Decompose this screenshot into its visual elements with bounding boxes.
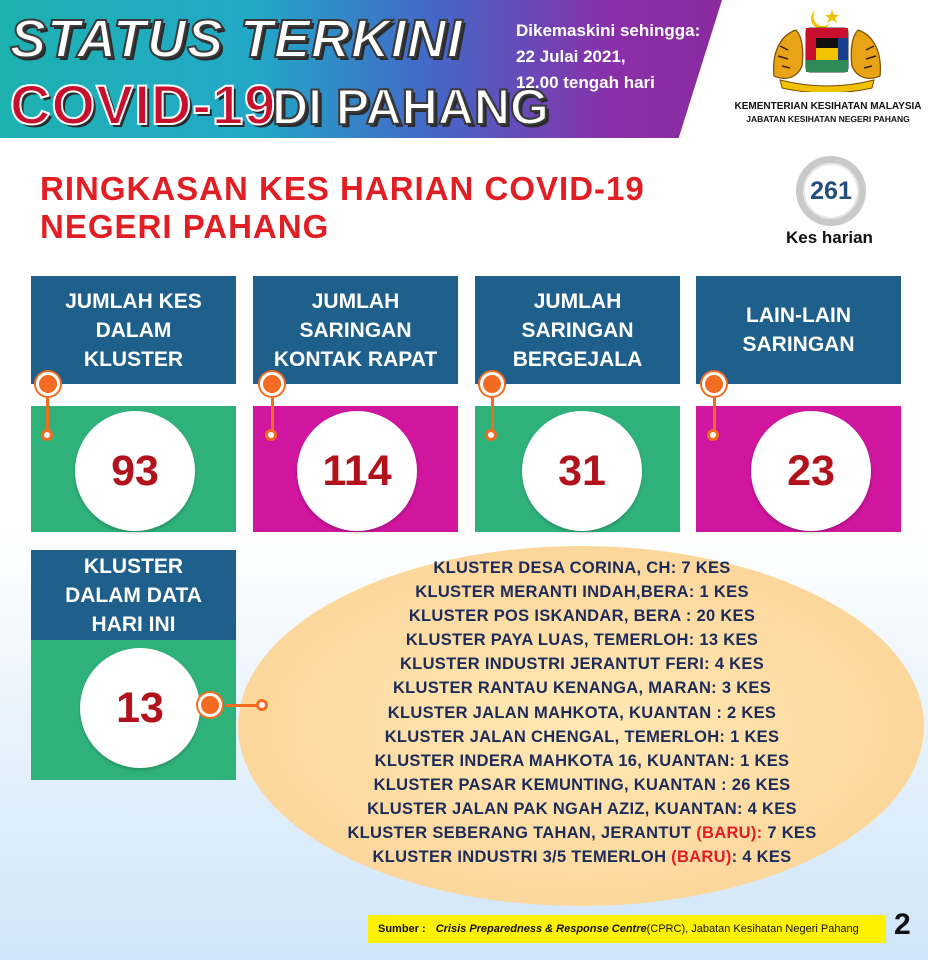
ministry-logo-area <box>728 0 928 138</box>
new-clusters-value: 13 <box>80 648 200 768</box>
cluster-item-text: KLUSTER INDUSTRI 3/5 TEMERLOH <box>372 848 672 867</box>
card-label-line: DALAM <box>95 318 172 342</box>
bubble-connector-knob-icon <box>198 693 222 717</box>
connector-knob-icon <box>480 372 504 396</box>
cluster-item: KLUSTER INDUSTRI JERANTUT FERI: 4 KES <box>399 655 765 674</box>
cluster-cases-value: 93 <box>75 411 195 531</box>
card-label-line: DALAM DATA <box>65 583 202 607</box>
new-cluster-badge: (BARU) <box>671 848 732 867</box>
card-label-line: SARINGAN <box>521 318 634 342</box>
card-label-line: SARINGAN <box>742 333 855 356</box>
card-label-line: KLUSTER <box>83 554 184 578</box>
cluster-item: KLUSTER DESA CORINA, CH: 7 KES <box>433 559 731 577</box>
cluster-item-new <box>262 821 902 845</box>
malaysia-coat-of-arms-icon <box>766 6 888 92</box>
cluster-item: KLUSTER PAYA LUAS, TEMERLOH: 13 KES <box>405 631 759 650</box>
card-label-line: JUMLAH <box>533 289 622 313</box>
daily-cases-circle: 261 <box>796 156 866 226</box>
header <box>0 0 928 138</box>
ministry-name: KEMENTERIAN KESIHATAN MALAYSIA <box>734 101 922 112</box>
cluster-item: KLUSTER JALAN MAHKOTA, KUANTAN : 2 KES <box>387 703 777 722</box>
cluster-item-new <box>262 845 902 869</box>
cluster-item-text: KLUSTER SEBERANG TAHAN, JERANTUT <box>347 824 697 843</box>
department-name: JABATAN KESIHATAN NEGERI PAHANG <box>746 114 910 124</box>
title-di-pahang: DI PAHANG <box>272 79 549 135</box>
card-other-screening-header <box>696 276 901 384</box>
card-label-line: SARINGAN <box>299 318 412 342</box>
heading-line-2: NEGERI PAHANG <box>40 208 330 245</box>
card-label-line: HARI INI <box>91 612 176 636</box>
connector-knob-icon <box>260 372 284 396</box>
title-covid19: COVID-19 <box>10 73 277 136</box>
source-department: (CPRC), Jabatan Kesihatan Negeri Pahang <box>646 923 859 935</box>
card-cluster-cases-header <box>31 276 236 384</box>
cluster-item: KLUSTER POS ISKANDAR, BERA : 20 KES <box>408 607 756 626</box>
card-label-line: JUMLAH KES <box>65 289 202 313</box>
cluster-item: KLUSTER PASAR KEMUNTING, KUANTAN : 26 KES <box>373 775 791 794</box>
close-contact-value: 114 <box>297 411 417 531</box>
page-number: 2 <box>894 908 911 941</box>
connector-pin-icon <box>41 429 53 441</box>
card-symptomatic-header <box>475 276 680 384</box>
card-label-line: JUMLAH <box>311 289 400 313</box>
update-date: 22 Julai 2021, <box>516 47 626 66</box>
title-status-terkini: STATUS TERKINI <box>10 9 463 69</box>
new-cluster-badge: (BARU): <box>696 824 763 843</box>
connector-stem <box>491 394 494 432</box>
card-label-line: KLUSTER <box>83 347 184 371</box>
update-info <box>516 18 700 96</box>
connector-stem <box>713 394 716 432</box>
connector-stem <box>271 394 274 432</box>
connector-pin-icon <box>485 429 497 441</box>
bubble-connector <box>226 704 260 707</box>
update-line-1: Dikemaskini sehingga: <box>516 21 701 40</box>
card-close-contact-header <box>253 276 458 384</box>
cluster-item: KLUSTER MERANTI INDAH,BERA: 1 KES <box>415 583 749 602</box>
source-organization: Crisis Preparedness & Response Centre <box>435 923 647 935</box>
connector-stem <box>46 394 49 432</box>
cluster-item-count: 7 KES <box>762 824 817 843</box>
connector-knob-icon <box>702 372 726 396</box>
cluster-item: KLUSTER JALAN CHENGAL, TEMERLOH: 1 KES <box>384 727 780 746</box>
card-label-line: BERGEJALA <box>512 347 643 371</box>
source-footer <box>368 915 886 943</box>
connector-knob-icon <box>36 372 60 396</box>
cluster-list <box>262 556 902 869</box>
cluster-item: KLUSTER INDERA MAHKOTA 16, KUANTAN: 1 KES <box>374 751 790 770</box>
source-label: Sumber : <box>378 923 426 935</box>
cluster-item: KLUSTER RANTAU KENANGA, MARAN: 3 KES <box>392 679 772 698</box>
symptomatic-value: 31 <box>522 411 642 531</box>
connector-pin-icon <box>707 429 719 441</box>
summary-heading <box>40 170 645 246</box>
card-label-line: KONTAK RAPAT <box>273 347 438 371</box>
card-label-line: LAIN-LAIN <box>746 304 851 327</box>
other-screening-value: 23 <box>751 411 871 531</box>
heading-line-1: RINGKASAN KES HARIAN COVID-19 <box>40 170 645 207</box>
daily-cases-label: Kes harian <box>786 228 873 247</box>
card-new-clusters-header <box>31 550 236 640</box>
cluster-item: KLUSTER JALAN PAK NGAH AZIZ, KUANTAN: 4 KES <box>367 799 797 818</box>
connector-pin-icon <box>265 429 277 441</box>
cluster-item-count: : 4 KES <box>731 848 792 867</box>
update-time: 12.00 tengah hari <box>516 73 655 92</box>
